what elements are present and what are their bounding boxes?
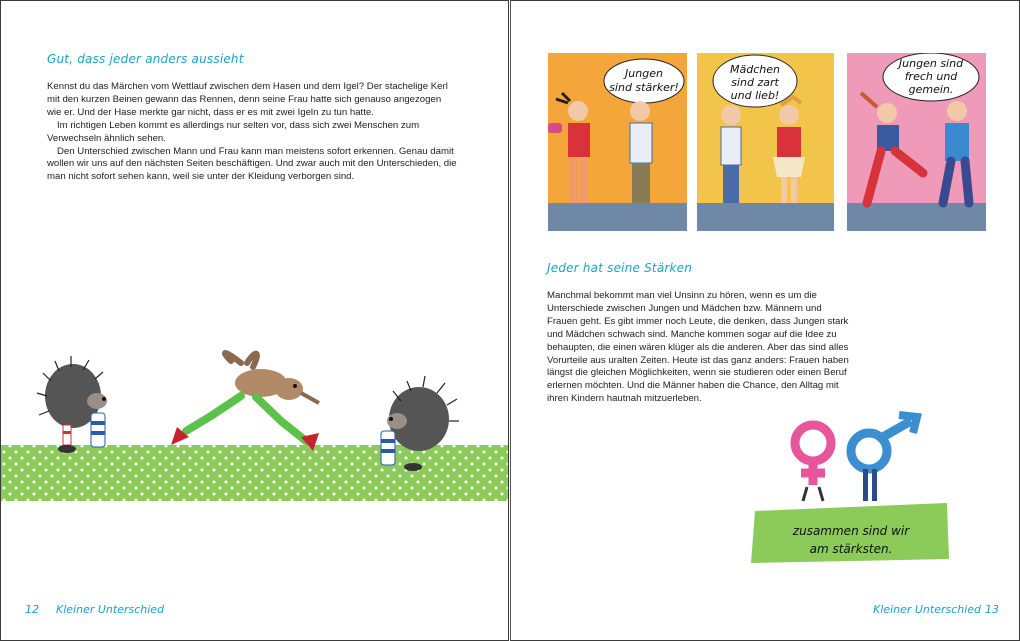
body-text — [547, 290, 851, 406]
mars-symbol — [851, 415, 917, 501]
comic-panel-2 — [697, 53, 834, 231]
right-page — [510, 0, 1020, 641]
paragraph-3: Den Unterschied zwischen Mann und Frau kann man meistens sofort erkennen. Genau damit wollen wir uns auf den nächsten Seiten beschäftigen. Und zwar auch mit den Unterschieden, die man nicht sofort sehen kann, weil sie unter der Kleidung verborgen sind. — [47, 145, 457, 183]
bubble-3-line-3: gemein. — [908, 83, 954, 96]
sign-line-2: am stärksten. — [809, 542, 893, 556]
hedgehog-left — [37, 356, 107, 453]
girl-figure — [861, 93, 923, 203]
comic-panel-1 — [548, 53, 687, 231]
boy-figure — [943, 101, 969, 203]
comic-panel-3 — [847, 53, 986, 231]
bubble-3-line-1: Jungen sind — [898, 57, 964, 70]
girl-figure — [548, 93, 590, 203]
bubble-2-line-2: sind zart — [731, 76, 779, 89]
bubble-1-line-1: Jungen — [625, 67, 663, 80]
bubble-2-line-3: und lieb! — [730, 89, 780, 102]
gender-symbols-illustration — [751, 411, 961, 571]
running-title-right: Kleiner Unterschied — [873, 603, 982, 616]
sign-line-1: zusammen sind wir — [792, 524, 910, 538]
page-heading: Gut, dass jeder anders aussieht — [47, 52, 244, 66]
venus-symbol — [795, 425, 831, 501]
paragraph-1: Kennst du das Märchen vom Wettlauf zwischen dem Hasen und dem Igel? Der stachelige Kerl mit den kurzen Beinen gewann das Rennen, denn seine Frau hatte sich genauso angezogen wie er. Und der Hase merkte gar nicht, dass er es mit zwei Igeln zu tun hatte. — [47, 81, 448, 118]
boy-figure — [630, 101, 652, 203]
left-page — [0, 0, 509, 641]
boy-figure — [721, 105, 741, 203]
running-title-left: Kleiner Unterschied — [56, 603, 165, 616]
race-illustration — [1, 341, 509, 511]
page-number-left: 12 — [25, 603, 39, 616]
page-number-right: 13 — [985, 603, 999, 616]
bubble-3-line-2: frech und — [904, 70, 958, 83]
paragraph-1: Manchmal bekommt man viel Unsinn zu hören, wenn es um die Unterschiede zwischen Jungen und Mädchen bzw. Männern und Frauen geht. Es gibt immer noch Leute, die denken, dass Jungen stark und Mädchen schwach sind. Manche kommen sogar auf die Idee zu behaupten, die einen wären klüger als die anderen. Aber das sind alles Vorurteile aus uralten Zeiten. Heute ist das ganz anders: Frauen haben längst die gleichen Möglichkeiten, wenn sie studieren oder einen Beruf erlernen möchten. Und die Männer haben die Chance, den Alltag mit ihren Kindern hautnah mitzuerleben. — [547, 290, 849, 405]
paragraph-2: Im richtigen Leben kommt es allerdings nur selten vor, dass sich zwei Menschen zum Verwechseln ähnlich sehen. — [47, 119, 420, 144]
girl-figure — [773, 97, 805, 203]
bubble-2-line-1: Mädchen — [730, 63, 780, 76]
section-heading: Jeder hat seine Stärken — [547, 261, 693, 275]
body-text — [47, 81, 457, 184]
hare — [171, 353, 319, 451]
bubble-1-line-2: sind stärker! — [609, 81, 679, 94]
